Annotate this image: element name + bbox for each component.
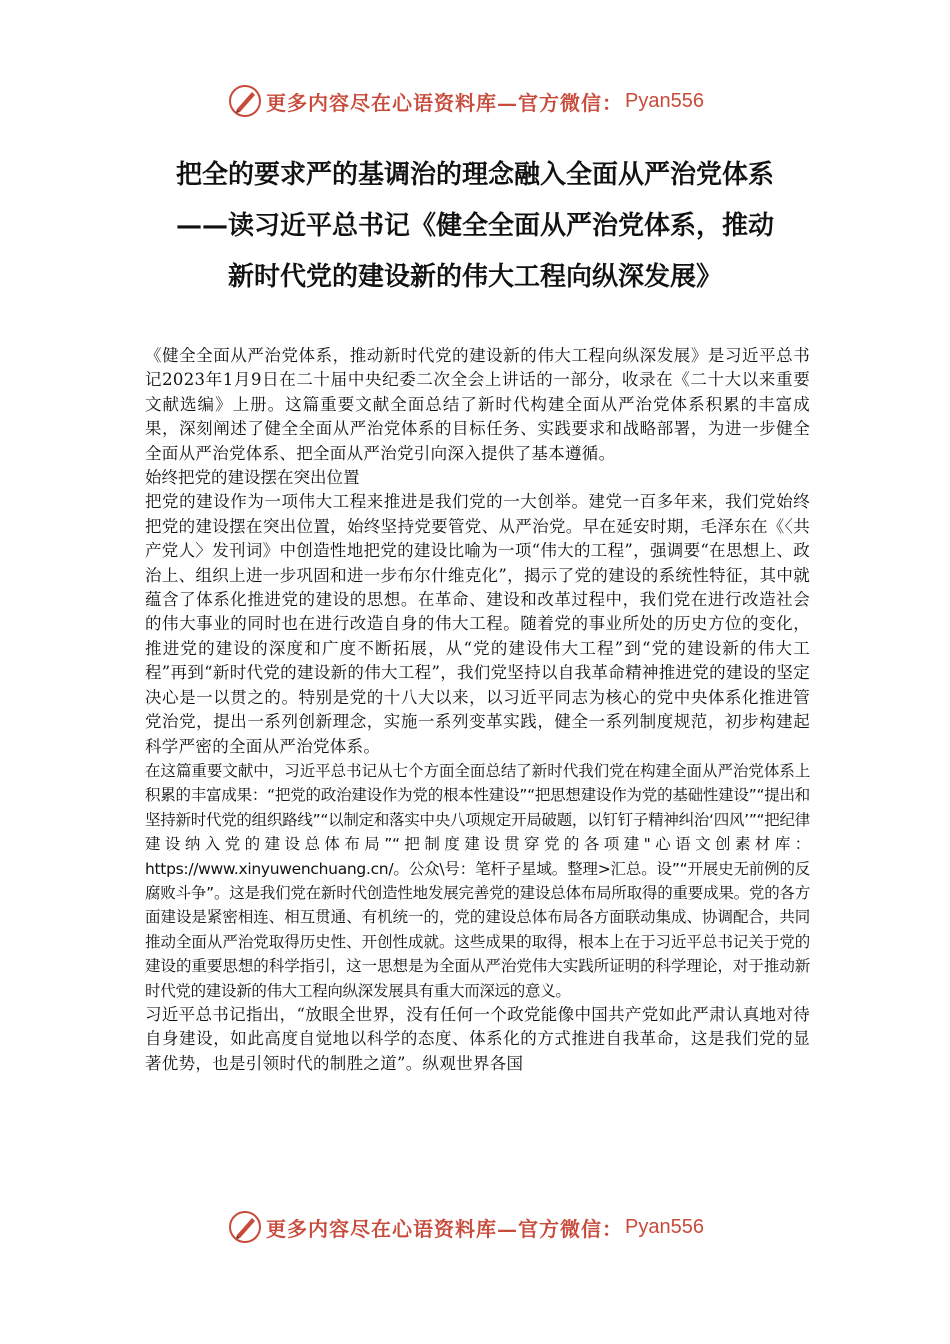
watermark-text: 更多内容尽在心语资料库—官方微信： (266, 90, 623, 115)
title-line: ——读习近平总书记《健全全面从严治党体系，推动 (175, 211, 774, 241)
body-paragraph: 在这篇重要文献中，习近平总书记从七个方面全面总结了新时代我们党在构建全面从严治党体系上积累的丰富成果：“把党的政治建设作为党的根本性建设”“把思想建设作为党的基础性建设”“提出和坚持新时代党的组织路线”“以制定和落实中央八项规定开局破题，以钉钉子精神纠治‘四风’”“把纪律建设纳入党的建设总体布局”“把制度建设贯穿党的各项建"心语文创素材库：https://www.xinyuwenchuang.cn/。公众\号：笔杆子星域。整理>汇总。设”“开展史无前例的反腐败斗争”。这是我们党在新时代创造性地发展完善党的建设总体布局所取得的重要成果。党的各方面建设是紧密相连、相互贯通、有机统一的，党的建设总体布局各方面联动集成、协调配合，共同推动全面从严治党取得历史性、开创性成就。这些成果的取得，根本上在于习近平总书记关于党的建设的重要思想的科学指引，这一思想是为全面从严治党伟大实践所证明的科学理论，对于推动新时代党的建设新的伟大工程向纵深发展具有重大而深远的意义。 (145, 761, 810, 1000)
section-heading: 始终把党的建设摆在突出位置 (145, 468, 360, 488)
body-paragraph: 习近平总书记指出，“放眼全世界，没有任何一个政党能像中国共产党如此严肃认真地对待自身建设，如此高度自觉地以科学的态度、体系化的方式推进自我革命，这是我们党的显著优势，也是引领时代的制胜之道”。纵观世界各国 (145, 1004, 810, 1073)
document-body (145, 344, 810, 1076)
watermark-text: 更多内容尽在心语资料库—官方微信： (266, 1216, 623, 1241)
body-paragraph: 把党的建设作为一项伟大工程来推进是我们党的一大创举。建党一百多年来，我们党始终把党的建设摆在突出位置，始终坚持党要管党、从严治党。早在延安时期，毛泽东在《〈共产党人〉发刊词》中创造性地把党的建设比喻为一项“伟大的工程”，强调要“在思想上、政治上、组织上进一步巩固和进一步布尔什维克化”，揭示了党的建设的系统性特征，其中就蕴含了体系化推进党的建设的思想。在革命、建设和改革过程中，我们党在进行改造社会的伟大事业的同时也在进行改造自身的伟大工程。随着党的事业所处的历史方位的变化，推进党的建设的深度和广度不断拓展，从“党的建设伟大工程”到“党的建设新的伟大工程”再到“新时代党的建设新的伟大工程”，我们党坚持以自我革命精神推进党的建设的坚定决心是一以贯之的。特别是党的十八大以来，以习近平同志为核心的党中央体系化推进管党治党，提出一系列创新理念，实施一系列变革实践，健全一系列制度规范，初步构建起科学严密的全面从严治党体系。 (145, 492, 810, 756)
pen-logo-icon (228, 84, 262, 118)
intro-paragraph: 《健全全面从严治党体系，推动新时代党的建设新的伟大工程向纵深发展》是习近平总书记2023年1月9日在二十届中央纪委二次全会上讲话的一部分，收录在《二十大以来重要文献选编》上册。这篇重要文献全面总结了新时代构建全面从严治党体系积累的丰富成果，深刻阐述了健全全面从严治党体系的目标任务、实践要求和战略部署，为进一步健全全面从严治党体系、把全面从严治党引向深入提供了基本遵循。 (145, 346, 810, 463)
title-line: 把全的要求严的基调治的理念融入全面从严治党体系 (175, 160, 774, 190)
title-line: 新时代党的建设新的伟大工程向纵深发展》 (227, 262, 722, 292)
watermark-banner-bottom (228, 1210, 704, 1244)
watermark-handle: Pyan556 (625, 89, 704, 112)
pen-logo-icon (228, 1210, 262, 1244)
watermark-handle: Pyan556 (625, 1215, 704, 1238)
document-title (130, 150, 820, 303)
watermark-banner-top (228, 84, 704, 118)
